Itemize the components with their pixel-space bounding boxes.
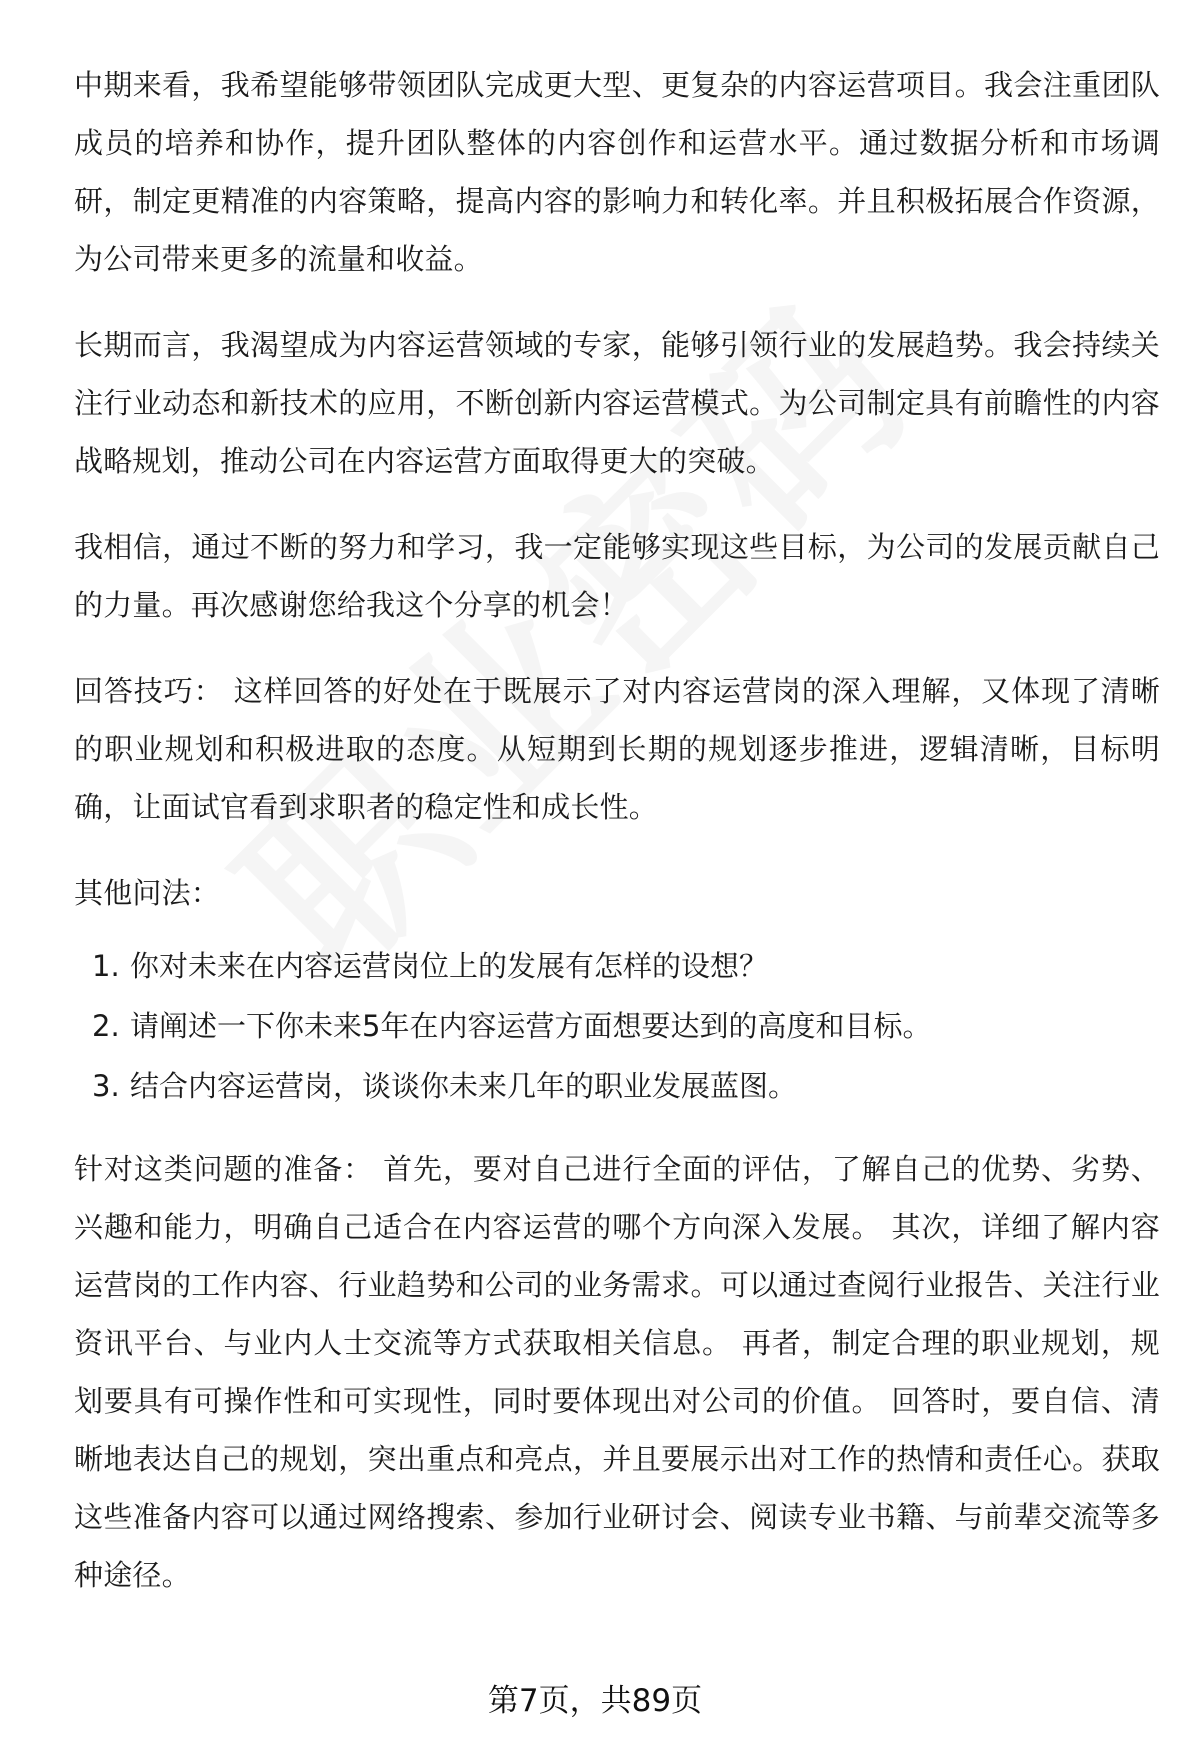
list-item [92,1056,1160,1116]
paragraph-other-questions-heading: 其他问法： [74,876,221,910]
list-item [92,936,1160,996]
document-body [74,56,1160,1632]
list-item-number: 2. [92,1009,120,1043]
paragraph-long-term: 长期而言，我渴望成为内容运营领域的专家，能够引领行业的发展趋势。我会持续关注行业动态和新技术的应用，不断创新内容运营模式。为公司制定具有前瞻性的内容战略规划，推动公司在内容运营方面取得更大的突破。 [74,328,1160,478]
paragraph-preparation: 针对这类问题的准备： 首先，要对自己进行全面的评估，了解自己的优势、劣势、兴趣和能力，明确自己适合在内容运营的哪个方向深入发展。 其次，详细了解内容运营岗的工作内容、行业趋势和公司的业务需求。可以通过查阅行业报告、关注行业资讯平台、与业内人士交流等方式获取相关信息。 再者，制定合理的职业规划，规划要具有可操作性和可实现性，同时要体现出对公司的价值。 回答时，要自信、清晰地表达自己的规划，突出重点和亮点，并且要展示出对工作的热情和责任心。获取这些准备内容可以通过网络搜索、参加行业研讨会、阅读专业书籍、与前辈交流等多种途径。 [74,1152,1160,1592]
page-number-footer: 第7页，共89页 [487,1683,703,1719]
paragraph-answer-tips: 回答技巧： 这样回答的好处在于既展示了对内容运营岗的深入理解，又体现了清晰的职业规划和积极进取的态度。从短期到长期的规划逐步推进，逻辑清晰，目标明确，让面试官看到求职者的稳定性和成长性。 [74,674,1160,824]
other-questions-list [74,936,1160,1116]
list-item [92,996,1160,1056]
paragraph-mid-term: 中期来看，我希望能够带领团队完成更大型、更复杂的内容运营项目。我会注重团队成员的培养和协作，提升团队整体的内容创作和运营水平。通过数据分析和市场调研，制定更精准的内容策略，提高内容的影响力和转化率。并且积极拓展合作资源，为公司带来更多的流量和收益。 [74,68,1160,276]
list-item-text: 结合内容运营岗，谈谈你未来几年的职业发展蓝图。 [130,1069,798,1103]
list-item-number: 3. [92,1069,120,1103]
list-item-number: 1. [92,949,120,983]
list-item-text: 你对未来在内容运营岗位上的发展有怎样的设想？ [130,949,769,983]
paragraph-closing: 我相信，通过不断的努力和学习，我一定能够实现这些目标，为公司的发展贡献自己的力量。再次感谢您给我这个分享的机会！ [74,530,1160,622]
list-item-text: 请阐述一下你未来5年在内容运营方面想要达到的高度和目标。 [130,1009,932,1043]
